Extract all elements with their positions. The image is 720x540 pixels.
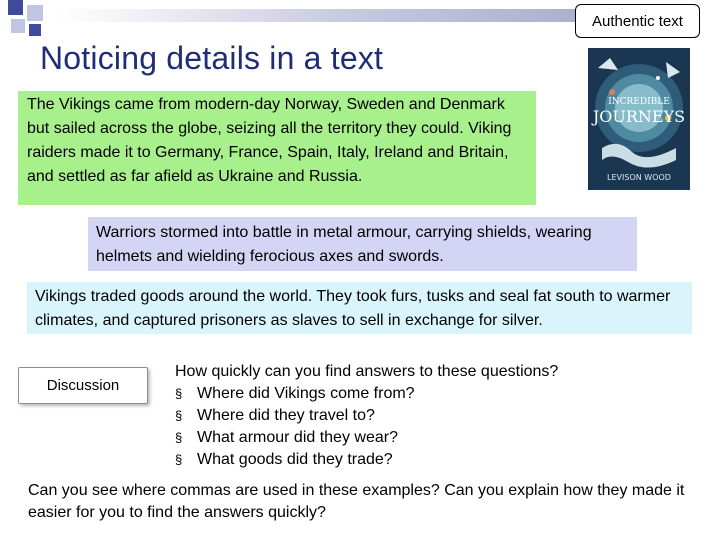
closing-question: Can you see where commas are used in these examples? Can you explain how they made it easier for you to find the answers quickly? — [28, 482, 685, 521]
question-text: What armour did they wear? — [197, 429, 398, 446]
bullet-icon: § — [175, 430, 183, 445]
discussion-questions — [175, 361, 558, 471]
question-item — [175, 405, 558, 427]
paragraph-armour: Warriors stormed into battle in metal armour, carrying shields, wearing helmets and wielding ferocious axes and swords. — [88, 217, 637, 271]
book-author: LEVISON WOOD — [607, 173, 671, 182]
discussion-button[interactable]: Discussion — [18, 367, 148, 404]
authentic-text-label: Authentic text — [575, 4, 700, 38]
question-item — [175, 427, 558, 449]
question-text: Where did Vikings come from? — [197, 385, 415, 402]
question-item — [175, 383, 558, 405]
page-title: Noticing details in a text — [40, 40, 384, 76]
book-cover-image — [588, 48, 690, 190]
book-title-line2: JOURNEYS — [592, 107, 686, 126]
paragraph-origins: The Vikings came from modern-day Norway, Sweden and Denmark but sailed across the globe, seizing all the territory they could. Viking raiders made it to Germany, France, Spain, Italy, Ireland and Britain, and settled as far afield as Ukraine and Russia. — [18, 91, 536, 205]
question-text: What goods did they trade? — [197, 451, 393, 468]
bullet-icon: § — [175, 408, 183, 423]
book-title-line1: INCREDIBLE — [608, 97, 670, 107]
questions-prompt: How quickly can you find answers to these questions? — [175, 363, 559, 380]
question-text: Where did they travel to? — [197, 407, 375, 424]
paragraph-trade: Vikings traded goods around the world. They took furs, tusks and seal fat south to warmer climates, and captured prisoners as slaves to sell in exchange for silver. — [27, 282, 692, 334]
decorative-squares — [0, 0, 60, 44]
bullet-icon: § — [175, 452, 183, 467]
bullet-icon: § — [175, 386, 183, 401]
question-item — [175, 449, 558, 471]
